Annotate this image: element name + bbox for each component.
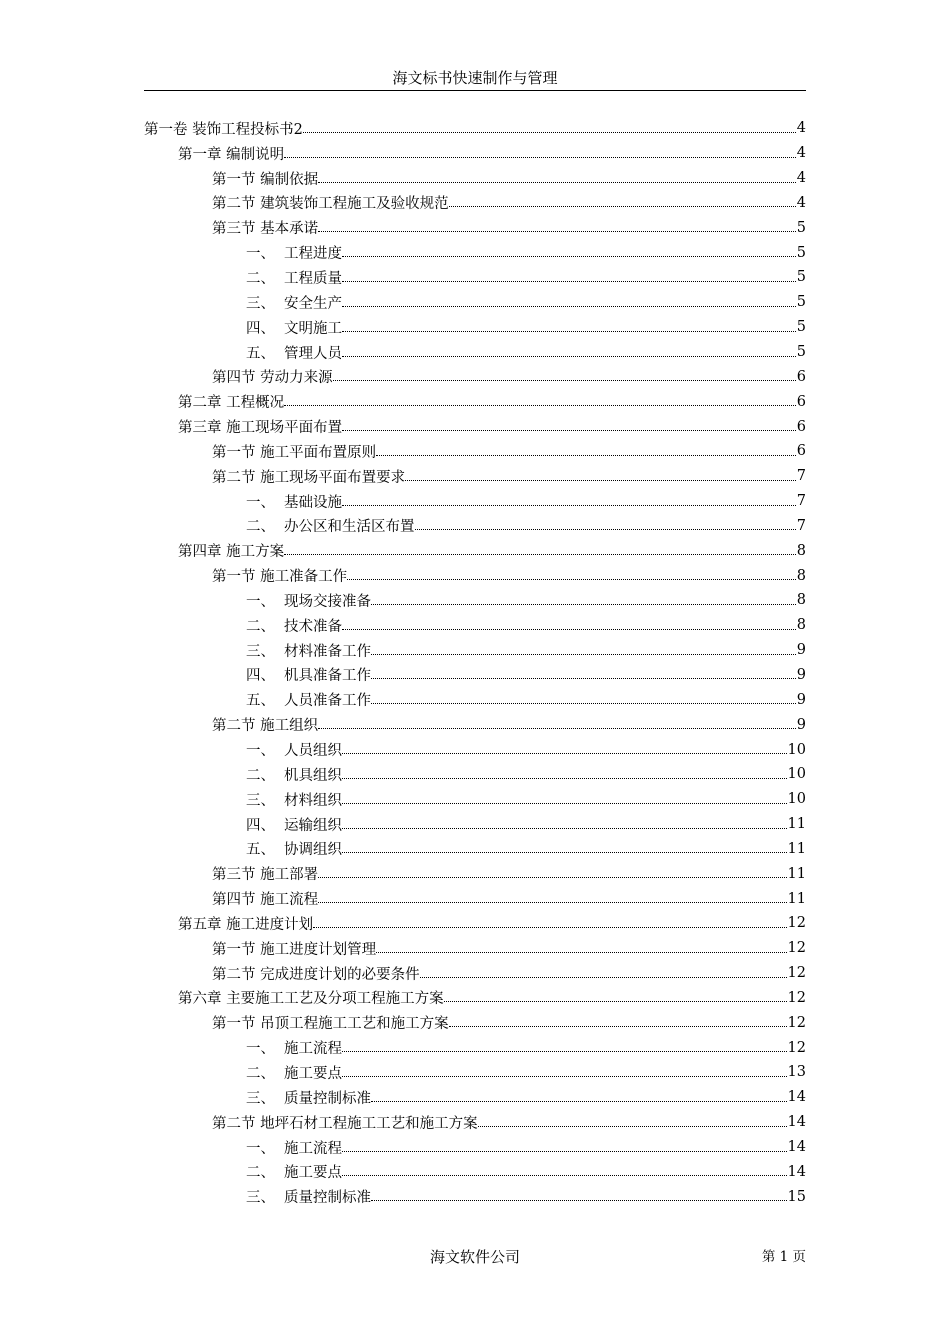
toc-entry-page: 14 [787, 1163, 806, 1180]
toc-entry-page: 12 [787, 940, 806, 957]
toc-entry-title: 第五章 施工进度计划 [178, 916, 314, 933]
toc-entry[interactable] [144, 936, 806, 961]
toc-entry-page: 5 [796, 269, 806, 286]
dot-leader [342, 1175, 787, 1176]
dot-leader [449, 1026, 787, 1027]
toc-entry-title: 工程质量 [284, 270, 342, 287]
toc-entry-page: 8 [796, 542, 806, 559]
toc-entry-title: 施工流程 [284, 1140, 342, 1157]
toc-entry-number: 三、 [246, 295, 275, 312]
toc-entry[interactable] [144, 141, 806, 166]
toc-entry[interactable] [144, 240, 806, 265]
dot-leader [313, 927, 786, 928]
dot-leader [342, 281, 796, 282]
toc-entry[interactable] [144, 1159, 806, 1184]
toc-entry-title: 第一卷 装饰工程投标书2 [144, 121, 303, 138]
toc-entry-number: 四、 [246, 320, 275, 337]
toc-entry-title: 第四章 施工方案 [178, 544, 285, 561]
toc-entry-page: 11 [787, 890, 806, 907]
toc-entry[interactable] [144, 389, 806, 414]
dot-leader [284, 405, 796, 406]
toc-entry-page: 14 [787, 1139, 806, 1156]
toc-entry[interactable] [144, 1110, 806, 1135]
table-of-contents [144, 116, 806, 1209]
dot-leader [303, 132, 796, 133]
toc-entry-number: 一、 [246, 743, 275, 760]
toc-entry-page: 13 [787, 1064, 806, 1081]
toc-entry-page: 7 [796, 517, 806, 534]
toc-entry[interactable] [144, 538, 806, 563]
toc-entry[interactable] [144, 638, 806, 663]
toc-entry-page: 14 [787, 1114, 806, 1131]
toc-entry-page: 14 [787, 1089, 806, 1106]
toc-entry[interactable] [144, 961, 806, 986]
toc-entry-title: 办公区和生活区布置 [284, 519, 415, 536]
toc-entry[interactable] [144, 861, 806, 886]
toc-entry-title: 运输组织 [284, 817, 342, 834]
dot-leader [318, 231, 796, 232]
toc-entry[interactable] [144, 663, 806, 688]
dot-leader [449, 206, 796, 207]
dot-leader [342, 331, 796, 332]
toc-entry-title: 第一章 编制说明 [178, 146, 285, 163]
toc-entry-title: 第三节 基本承诺 [212, 221, 319, 238]
toc-entry-number: 二、 [246, 767, 275, 784]
dot-leader [342, 1076, 787, 1077]
toc-entry-number: 三、 [246, 1190, 275, 1207]
toc-entry-page: 10 [787, 791, 806, 808]
toc-entry-page: 6 [796, 368, 806, 385]
toc-entry[interactable] [144, 737, 806, 762]
toc-entry-page: 8 [796, 592, 806, 609]
toc-entry-page: 12 [787, 1039, 806, 1056]
toc-entry-title: 第二节 建筑装饰工程施工及验收规范 [212, 196, 449, 213]
toc-entry-title: 第二章 工程概况 [178, 395, 285, 412]
toc-entry-page: 9 [796, 716, 806, 733]
toc-entry-page: 4 [796, 170, 806, 187]
toc-entry-title: 技术准备 [284, 618, 342, 635]
toc-entry-title: 机具准备工作 [284, 668, 371, 685]
toc-entry[interactable] [144, 886, 806, 911]
dot-leader [342, 1151, 787, 1152]
toc-entry-page: 9 [796, 691, 806, 708]
toc-entry-title: 基础设施 [284, 494, 342, 511]
toc-entry-title: 现场交接准备 [284, 593, 371, 610]
dot-leader [342, 629, 796, 630]
toc-entry-number: 二、 [246, 1165, 275, 1182]
toc-entry-title: 第三章 施工现场平面布置 [178, 420, 343, 437]
dot-leader [371, 1200, 787, 1201]
toc-entry-number: 二、 [246, 618, 275, 635]
dot-leader [342, 1051, 787, 1052]
toc-entry-number: 三、 [246, 1090, 275, 1107]
toc-entry-title: 第二节 完成进度计划的必要条件 [212, 966, 420, 983]
toc-entry-number: 一、 [246, 1041, 275, 1058]
toc-entry-page: 10 [787, 741, 806, 758]
toc-entry-number: 一、 [246, 246, 275, 263]
toc-entry-number: 二、 [246, 270, 275, 287]
toc-entry-number: 四、 [246, 817, 275, 834]
toc-entry-title: 管理人员 [284, 345, 342, 362]
toc-entry[interactable] [144, 514, 806, 539]
dot-leader [371, 604, 796, 605]
toc-entry[interactable] [144, 290, 806, 315]
toc-entry-page: 8 [796, 617, 806, 634]
toc-entry[interactable] [144, 911, 806, 936]
dot-leader [478, 1126, 787, 1127]
toc-entry[interactable] [144, 340, 806, 365]
toc-entry[interactable] [144, 439, 806, 464]
dot-leader [342, 803, 787, 804]
toc-entry-title: 第一节 施工准备工作 [212, 569, 348, 586]
toc-entry-title: 材料组织 [284, 792, 342, 809]
toc-entry-number: 三、 [246, 643, 275, 660]
toc-entry-number: 五、 [246, 842, 275, 859]
dot-leader [342, 778, 787, 779]
toc-entry-page: 5 [796, 219, 806, 236]
dot-leader [371, 703, 796, 704]
toc-entry-title: 第一节 吊顶工程施工工艺和施工方案 [212, 1016, 449, 1033]
toc-entry-title: 第一节 施工进度计划管理 [212, 941, 377, 958]
toc-entry-title: 安全生产 [284, 295, 342, 312]
toc-entry[interactable] [144, 1010, 806, 1035]
toc-entry-page: 7 [796, 468, 806, 485]
toc-entry[interactable] [144, 1184, 806, 1209]
toc-entry[interactable] [144, 613, 806, 638]
toc-entry[interactable] [144, 116, 806, 141]
dot-leader [405, 480, 796, 481]
dot-leader [284, 554, 796, 555]
toc-entry-title: 文明施工 [284, 320, 342, 337]
dot-leader [318, 182, 796, 183]
toc-entry[interactable] [144, 812, 806, 837]
toc-entry[interactable] [144, 712, 806, 737]
toc-entry[interactable] [144, 265, 806, 290]
toc-entry[interactable] [144, 762, 806, 787]
toc-entry-page: 5 [796, 244, 806, 261]
toc-entry-number: 二、 [246, 519, 275, 536]
footer-page-number: 第 1 页 [761, 1249, 806, 1265]
toc-entry-number: 三、 [246, 792, 275, 809]
toc-entry-title: 第六章 主要施工工艺及分项工程施工方案 [178, 991, 444, 1008]
toc-entry[interactable] [144, 986, 806, 1011]
toc-entry[interactable] [144, 787, 806, 812]
toc-entry[interactable] [144, 215, 806, 240]
toc-entry-page: 4 [796, 145, 806, 162]
dot-leader [318, 728, 796, 729]
toc-entry-title: 第四节 劳动力来源 [212, 370, 333, 387]
toc-entry[interactable] [144, 464, 806, 489]
toc-entry[interactable] [144, 364, 806, 389]
dot-leader [318, 877, 786, 878]
toc-entry-title: 施工流程 [284, 1041, 342, 1058]
toc-entry-page: 11 [787, 840, 806, 857]
toc-entry-page: 11 [787, 816, 806, 833]
toc-entry-number: 一、 [246, 494, 275, 511]
toc-entry-title: 第二节 施工组织 [212, 718, 319, 735]
toc-entry-page: 9 [796, 642, 806, 659]
dot-leader [342, 430, 796, 431]
toc-entry[interactable] [144, 489, 806, 514]
toc-entry[interactable] [144, 563, 806, 588]
toc-entry-title: 第二节 施工现场平面布置要求 [212, 469, 406, 486]
toc-entry-page: 12 [787, 1014, 806, 1031]
toc-entry[interactable] [144, 1035, 806, 1060]
dot-leader [342, 505, 796, 506]
toc-entry-page: 6 [796, 443, 806, 460]
toc-entry-page: 5 [796, 294, 806, 311]
dot-leader [371, 678, 796, 679]
toc-entry-title: 质量控制标准 [284, 1090, 371, 1107]
toc-entry-page: 9 [796, 666, 806, 683]
toc-entry[interactable] [144, 1085, 806, 1110]
toc-entry-number: 一、 [246, 593, 275, 610]
toc-entry-number: 二、 [246, 1065, 275, 1082]
toc-entry-page: 6 [796, 393, 806, 410]
dot-leader [347, 579, 796, 580]
toc-entry[interactable] [144, 1135, 806, 1160]
toc-entry-title: 协调组织 [284, 842, 342, 859]
dot-leader [371, 1101, 787, 1102]
dot-leader [342, 256, 796, 257]
dot-leader [342, 306, 796, 307]
toc-entry-page: 12 [787, 965, 806, 982]
dot-leader [376, 455, 796, 456]
toc-entry-page: 12 [787, 915, 806, 932]
toc-entry-page: 8 [796, 567, 806, 584]
toc-entry-title: 施工要点 [284, 1065, 342, 1082]
dot-leader [342, 852, 787, 853]
toc-entry[interactable] [144, 191, 806, 216]
toc-entry-title: 第一节 施工平面布置原则 [212, 444, 377, 461]
toc-entry-page: 5 [796, 319, 806, 336]
toc-entry-title: 工程进度 [284, 246, 342, 263]
footer-company: 海文软件公司 [429, 1248, 520, 1266]
toc-entry-title: 第一节 编制依据 [212, 171, 319, 188]
dot-leader [371, 654, 796, 655]
toc-entry-title: 材料准备工作 [284, 643, 371, 660]
toc-entry[interactable] [144, 687, 806, 712]
toc-entry-number: 一、 [246, 1140, 275, 1157]
toc-entry-page: 4 [796, 194, 806, 211]
dot-leader [318, 902, 786, 903]
dot-leader [342, 828, 787, 829]
toc-entry-title: 质量控制标准 [284, 1190, 371, 1207]
toc-entry[interactable] [144, 315, 806, 340]
toc-entry-page: 15 [787, 1188, 806, 1205]
dot-leader [444, 1001, 787, 1002]
toc-entry-page: 7 [796, 493, 806, 510]
toc-entry-page: 5 [796, 344, 806, 361]
toc-entry-title: 施工要点 [284, 1165, 342, 1182]
dot-leader [342, 753, 787, 754]
toc-entry[interactable] [144, 414, 806, 439]
toc-entry[interactable] [144, 588, 806, 613]
toc-entry-page: 12 [787, 989, 806, 1006]
toc-entry[interactable] [144, 166, 806, 191]
toc-entry-number: 五、 [246, 693, 275, 710]
toc-entry-number: 四、 [246, 668, 275, 685]
dot-leader [420, 977, 787, 978]
toc-entry-title: 机具组织 [284, 767, 342, 784]
toc-entry-page: 11 [787, 865, 806, 882]
toc-entry-page: 10 [787, 766, 806, 783]
toc-entry-number: 五、 [246, 345, 275, 362]
toc-entry[interactable] [144, 836, 806, 861]
dot-leader [342, 356, 796, 357]
toc-entry-page: 6 [796, 418, 806, 435]
dot-leader [284, 157, 796, 158]
dot-leader [415, 529, 796, 530]
toc-entry-page: 4 [796, 120, 806, 137]
dot-leader [333, 380, 796, 381]
toc-entry-title: 第四节 施工流程 [212, 892, 319, 909]
toc-entry[interactable] [144, 1060, 806, 1085]
toc-entry-title: 第二节 地坪石材工程施工工艺和施工方案 [212, 1115, 478, 1132]
page-header: 海文标书快速制作与管理 [144, 66, 806, 91]
dot-leader [376, 952, 786, 953]
toc-entry-title: 人员组织 [284, 743, 342, 760]
toc-entry-title: 人员准备工作 [284, 693, 371, 710]
toc-entry-title: 第三节 施工部署 [212, 867, 319, 884]
